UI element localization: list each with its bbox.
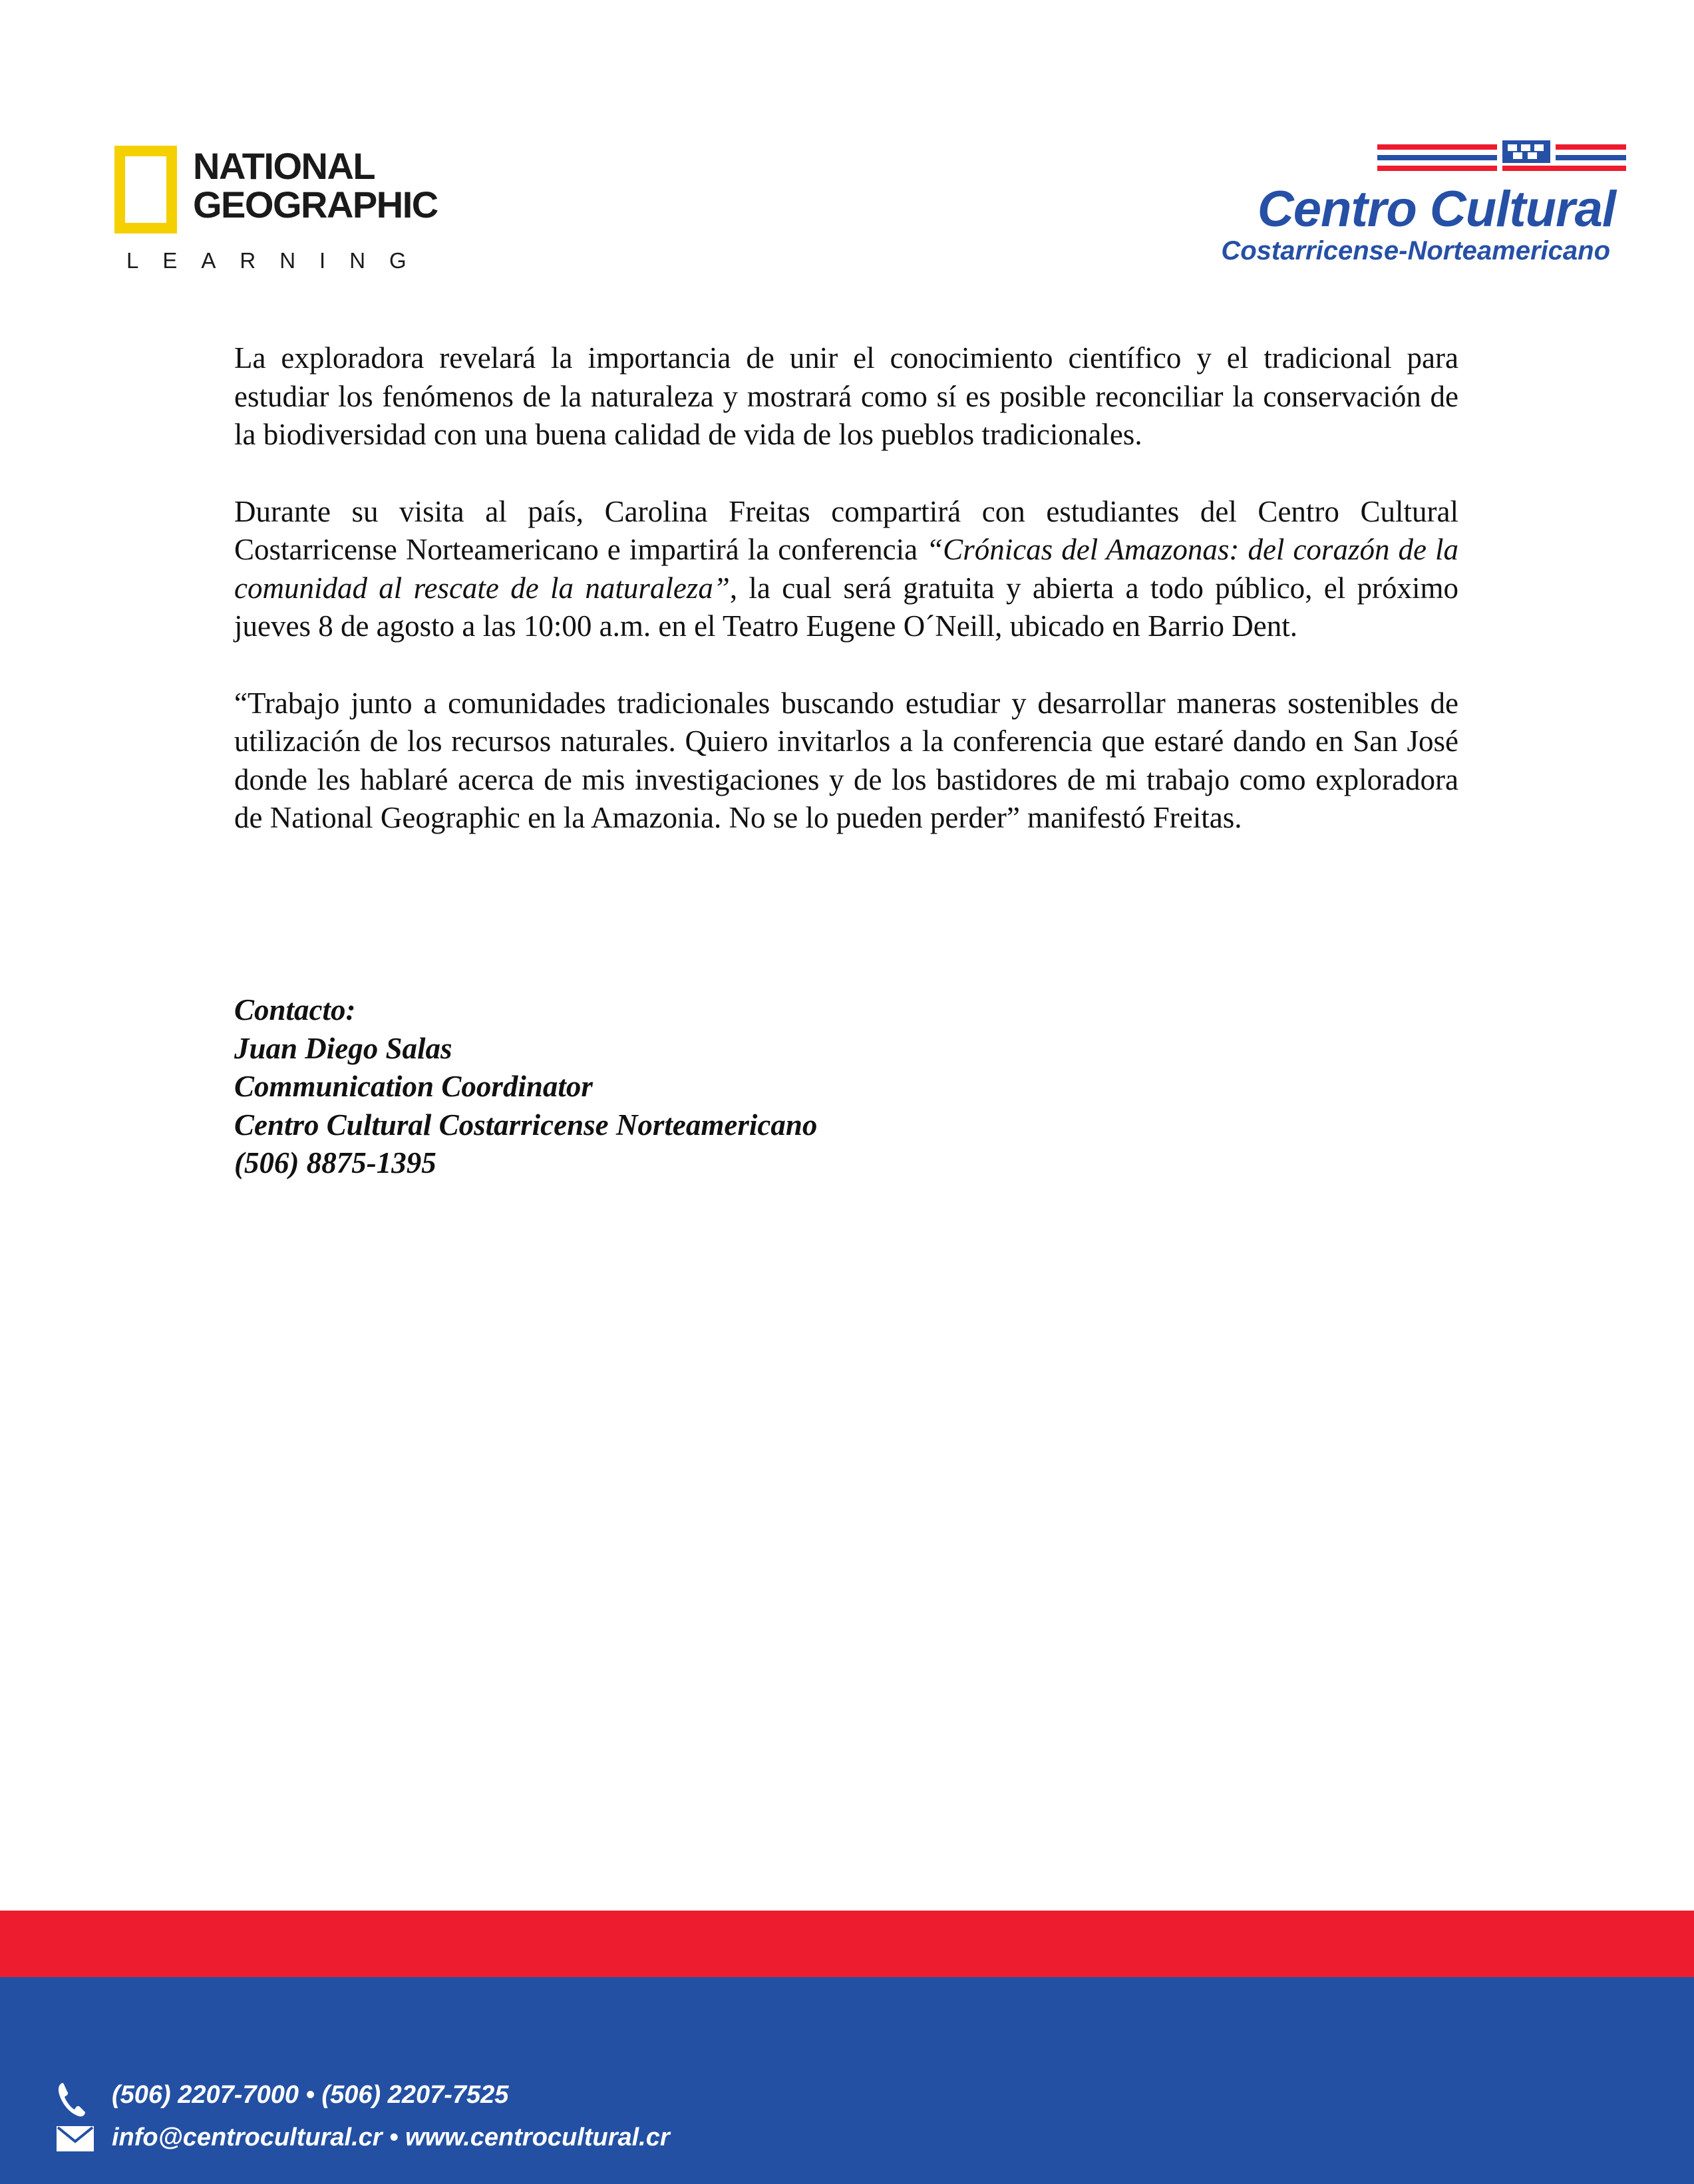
ng-logo-line1: NATIONAL bbox=[193, 145, 375, 187]
national-geographic-learning-logo bbox=[114, 143, 438, 276]
paragraph-3: “Trabajo junto a comunidades tradicionales buscando estudiar y desarrollar maneras sostenibles de utilización de los recursos naturales. Quiero invitarlos a la conferencia que estaré dando en San José donde les hablaré acerca de mis investigaciones y de los bastidores de mi trabajo como exploradora de National Geographic en la Amazonia. No se lo pueden perder” manifestó Freitas. bbox=[234, 686, 1458, 834]
paragraph-1: La exploradora revelará la importancia de unir el conocimiento científico y el tradicional para estudiar los fenómenos de la naturaleza y mostrará como sí es posible reconciliar la conservación de la biodiversidad con una buena calidad de vida de los pueblos tradicionales. bbox=[234, 341, 1458, 451]
ng-logo-learning: LEARNING bbox=[126, 248, 430, 273]
paragraph-2 bbox=[234, 493, 1458, 646]
footer-red-band bbox=[0, 1911, 1694, 1977]
contact-role: Communication Coordinator bbox=[234, 1070, 593, 1103]
phone-icon bbox=[56, 2080, 86, 2119]
contact-name: Juan Diego Salas bbox=[234, 1031, 452, 1065]
contact-phone: (506) 8875-1395 bbox=[234, 1146, 436, 1179]
email-icon bbox=[56, 2125, 94, 2152]
paragraph-2-end: , la cual será gratuita y abierta a todo público, el próximo jueves 8 de agosto a las 10:00 a.m. en el Teatro Eugene O´Neill, ubicado en Barrio Dent. bbox=[234, 571, 1458, 643]
contact-block bbox=[234, 991, 1232, 1183]
yellow-frame-icon bbox=[114, 146, 177, 234]
contact-org: Centro Cultural Costarricense Norteamericano bbox=[234, 1108, 818, 1142]
body-text bbox=[234, 339, 1458, 876]
footer-web: info@centrocultural.cr • www.centrocultural.cr bbox=[112, 2123, 670, 2151]
footer-phones: (506) 2207-7000 • (506) 2207-7525 bbox=[112, 2081, 509, 2109]
conference-title: “Crónicas del Amazonas: del corazón de la comunidad al rescate de la naturaleza” bbox=[234, 533, 1458, 605]
centro-cultural-logo bbox=[1124, 136, 1630, 269]
cc-logo-subtitle: Costarricense-Norteamericano bbox=[1221, 236, 1610, 265]
flag-stripes-icon bbox=[1377, 139, 1630, 179]
contact-label: Contacto: bbox=[234, 993, 356, 1026]
footer-blue-band bbox=[0, 1977, 1694, 2184]
paragraph-2-start: Durante su visita al país, Carolina Freitas compartirá con estudiantes del Centro Cultural Costarricense Norteamericano e impartirá la conferencia bbox=[234, 494, 1458, 566]
cc-logo-title: Centro Cultural bbox=[1257, 181, 1615, 237]
ng-logo-name bbox=[193, 147, 438, 224]
ng-logo-line2: GEOGRAPHIC bbox=[193, 184, 438, 226]
